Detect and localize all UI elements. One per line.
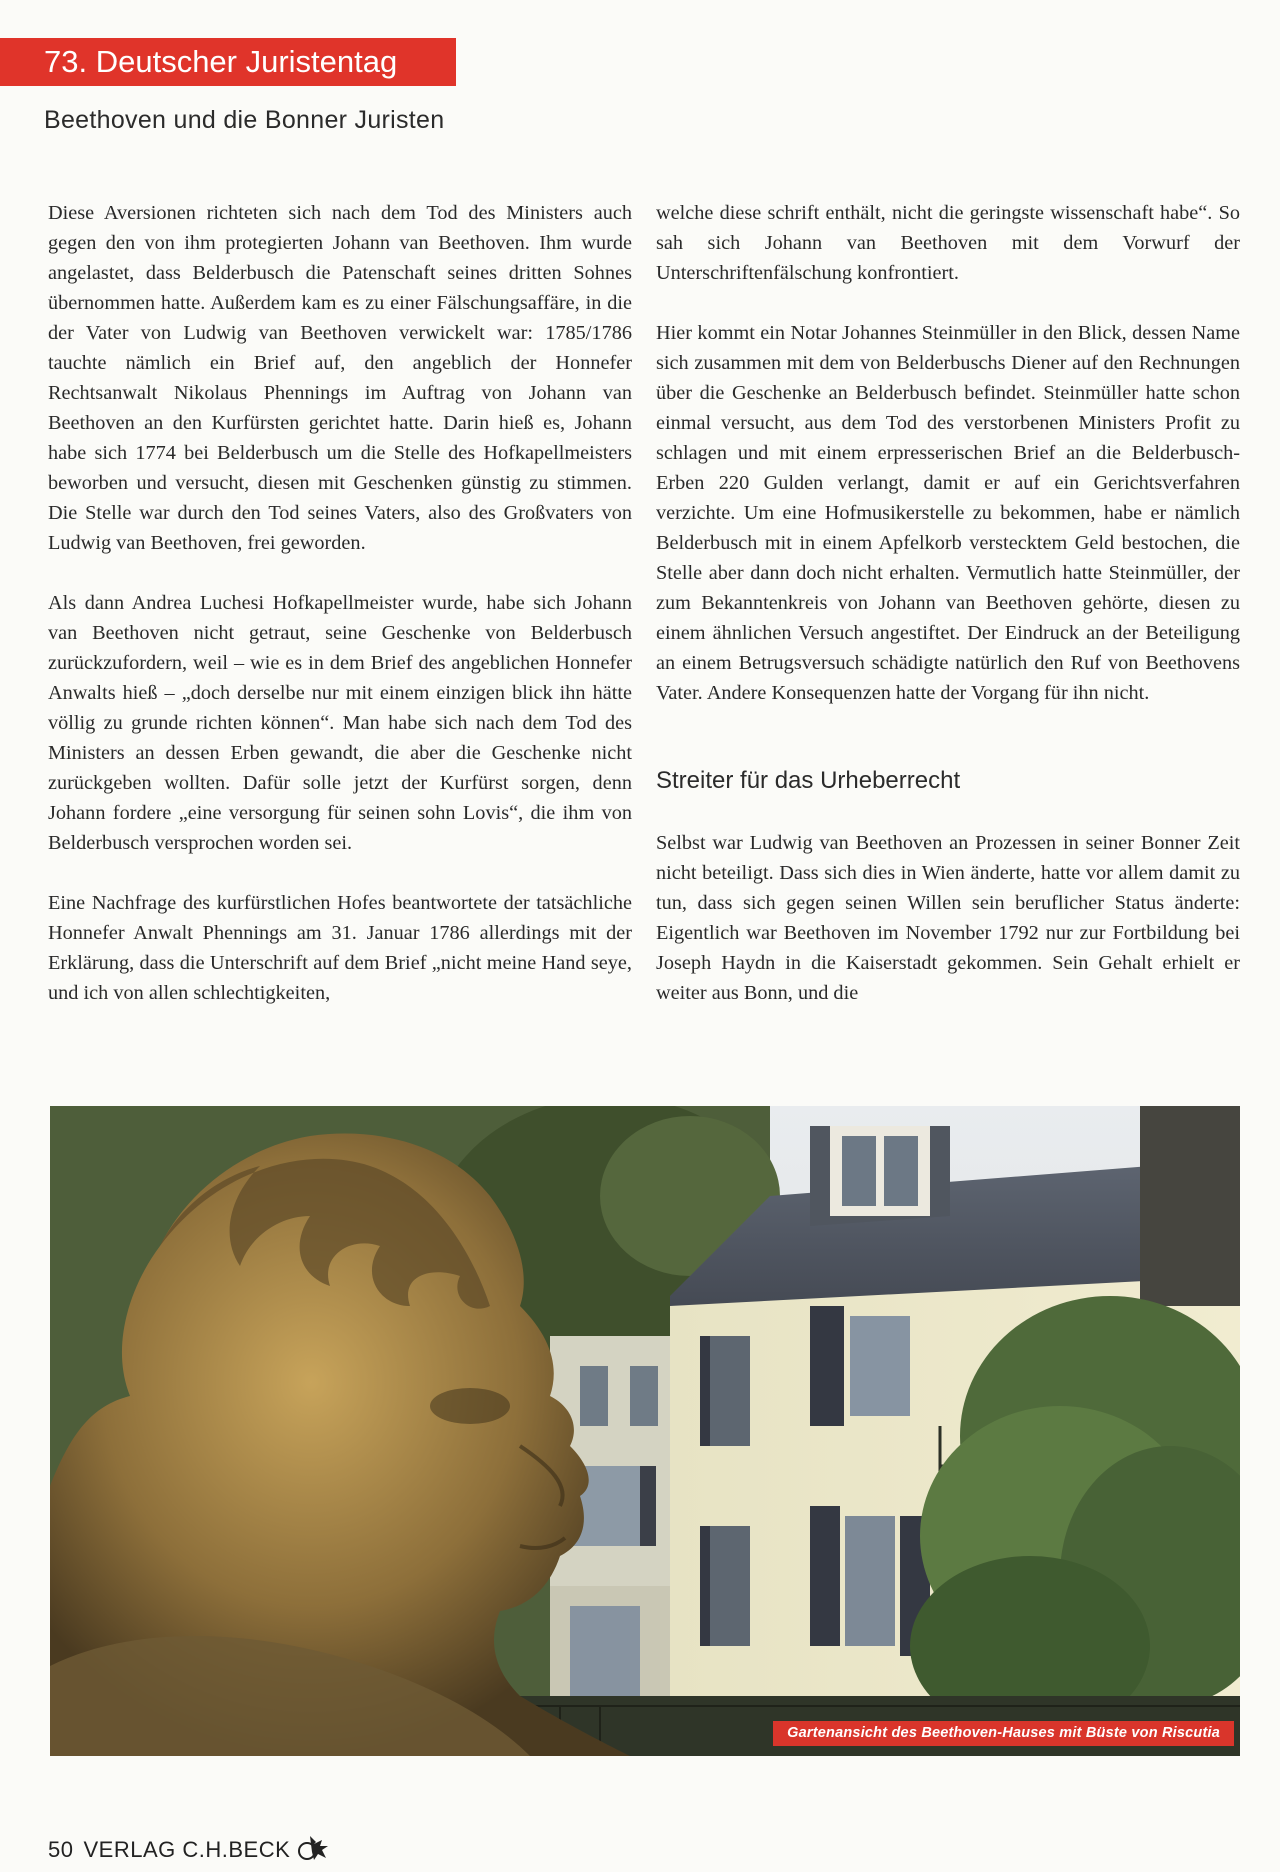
left-paragraph-1: Diese Aversionen richteten sich nach dem Tod des Ministers auch gegen den von ihm protegierten Johann van Beethoven. Ihm wurde angelastet, dass Belderbusch die Patenschaft seines dritten Sohnes übernommen hatte. Außerdem kam es zu einer Fälschungsaffäre, in die der Vater von Ludwig van Beethoven verwickelt war: 1785/1786 tauchte nämlich ein Brief auf, den angeblich der Honnefer Rechtsanwalt Nikolaus Phennings im Auftrag von Johann van Beethoven an den Kurfürsten gerichtet hatte. Darin hieß es, Johann habe sich 1774 bei Belderbusch um die Stelle des Hofkapellmeisters beworben und versucht, diesen mit Geschenken günstig zu stimmen. Die Stelle war durch den Tod seines Vaters, also des Großvaters von Ludwig van Beethoven, frei geworden. [48, 202, 632, 554]
right-paragraph-3: Selbst war Ludwig van Beethoven an Prozessen in seiner Bonner Zeit nicht beteiligt. Dass sich dies in Wien änderte, hatte vor allem damit zu tun, dass sich gegen seinen Willen sein beruflicher Status änderte: Eigentlich war Beethoven im November 1792 nur zur Fortbildung bei Joseph Haydn in die Kaiserstadt gekommen. Sein Gehalt erhielt er weiter aus Bonn, und die [656, 832, 1240, 1004]
photo-caption: Gartenansicht des Beethoven-Hauses mit Büste von Riscutia [773, 1721, 1234, 1746]
left-paragraph-2: Als dann Andrea Luchesi Hofkapellmeister wurde, habe sich Johann van Beethoven nicht getraut, seine Geschenke von Belderbusch zurückzufordern, weil – wie es in dem Brief des angeblichen Honnefer Anwalts hieß – „doch derselbe nur mit einem einzigen blick ihn hätte völlig zu grunde richten können“. Man habe sich nach dem Tod des Ministers an dessen Erben gewandt, die aber die Geschenke nicht zurückgeben wollten. Dafür solle jetzt der Kurfürst sorgen, denn Johann fordere „eine versorgung für seinen sohn Lovis“, die ihm von Belderbusch versprochen worden sei. [48, 592, 632, 854]
page-footer [48, 1832, 330, 1868]
left-paragraph-3: Eine Nachfrage des kurfürstlichen Hofes beantwortete der tatsächliche Honnefer Anwalt Phennings am 31. Januar 1786 allerdings mit der Erklärung, dass die Unterschrift auf dem Brief „nicht meine Hand seye, und ich von allen schlechtigkeiten, [48, 892, 632, 1004]
right-column [656, 198, 1240, 1008]
right-paragraph-1: welche diese schrift enthält, nicht die geringste wissenschaft habe“. So sah sich Johann van Beethoven mit dem Vorwurf der Unterschriftenfälschung konfrontiert. [656, 202, 1240, 284]
left-column [48, 198, 632, 1008]
photo-illustration [50, 1106, 1240, 1756]
beethoven-house-photo [50, 1106, 1240, 1756]
section-banner: 73. Deutscher Juristentag [0, 38, 456, 86]
page-number: 50 [48, 1837, 74, 1862]
publisher-name: VERLAG C.H.BECK [83, 1837, 291, 1862]
section-heading: Streiter für das Urheberrecht [656, 767, 961, 794]
article-subtitle: Beethoven und die Bonner Juristen [44, 106, 445, 134]
right-paragraph-2: Hier kommt ein Notar Johannes Steinmüller in den Blick, dessen Name sich zusammen mit dem von Belderbuschs Diener auf den Rechnungen über die Geschenke an Belderbusch befindet. Steinmüller hatte schon einmal versucht, aus dem Tod des verstorbenen Ministers Profit zu schlagen und mit einem erpresserischen Brief an die Belderbusch-Erben 220 Gulden verlangt, damit er auf ein Gerichtsverfahren verzichte. Um eine Hofmusikerstelle zu bekommen, habe er nämlich Belderbusch mit in einem Apfelkorb verstecktem Geld bestochen, die Stelle aber dann doch nicht erhalten. Vermutlich hatte Steinmüller, der zum Bekanntenkreis von Johann van Beethoven gehörte, diesen zu einem ähnlichen Versuch angestiftet. Der Eindruck an der Beteiligung an einem Betrugsversuch schädigte natürlich den Ruf von Beethovens Vater. Andere Konsequenzen hatte der Vorgang für ihn nicht. [656, 322, 1240, 704]
publisher-logo-icon [296, 1832, 330, 1868]
